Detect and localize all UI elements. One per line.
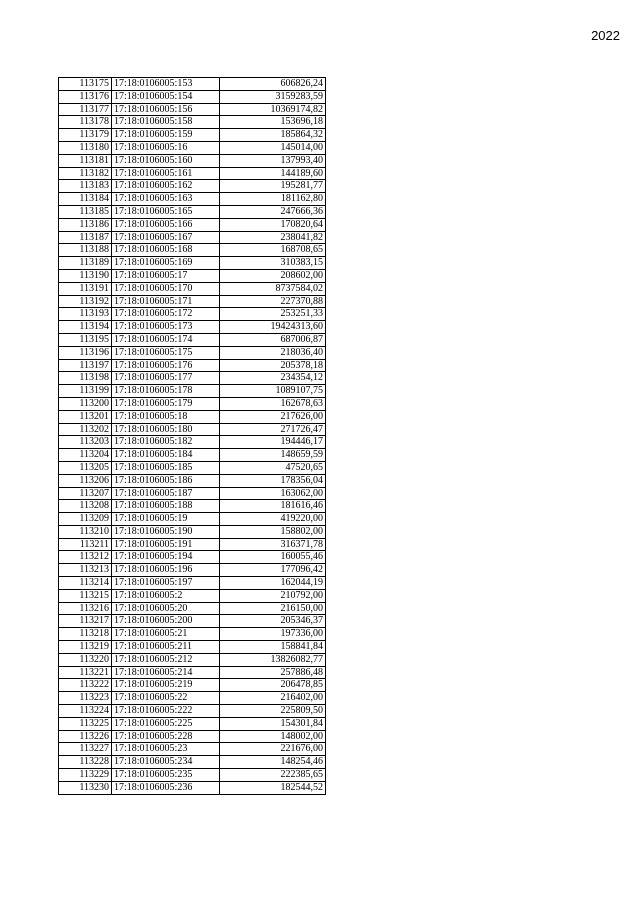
table-row — [59, 538, 326, 551]
table-row — [59, 180, 326, 193]
cadastral-number-cell: 17:18:0106005:191 — [112, 538, 220, 551]
cadastral-value-cell: 310383,15 — [220, 257, 326, 270]
row-number-cell: 113197 — [59, 359, 112, 372]
table-row — [59, 653, 326, 666]
row-number-cell: 113191 — [59, 282, 112, 295]
cadastral-value-cell: 216150,00 — [220, 602, 326, 615]
cadastral-value-cell: 197336,00 — [220, 628, 326, 641]
row-number-cell: 113209 — [59, 513, 112, 526]
row-number-cell: 113182 — [59, 167, 112, 180]
cadastral-value-cell: 687006,87 — [220, 333, 326, 346]
cadastral-number-cell: 17:18:0106005:158 — [112, 116, 220, 129]
cadastral-value-cell: 216402,00 — [220, 692, 326, 705]
row-number-cell: 113183 — [59, 180, 112, 193]
table-row — [59, 449, 326, 462]
cadastral-value-cell: 234354,12 — [220, 372, 326, 385]
cadastral-number-cell: 17:18:0106005:222 — [112, 705, 220, 718]
cadastral-number-cell: 17:18:0106005:170 — [112, 282, 220, 295]
row-number-cell: 113217 — [59, 615, 112, 628]
cadastral-value-cell: 208602,00 — [220, 269, 326, 282]
table-row — [59, 321, 326, 334]
row-number-cell: 113230 — [59, 781, 112, 794]
cadastral-number-cell: 17:18:0106005:2 — [112, 589, 220, 602]
cadastral-value-cell: 222385,65 — [220, 769, 326, 782]
cadastral-number-cell: 17:18:0106005:21 — [112, 628, 220, 641]
cadastral-value-cell: 170820,64 — [220, 218, 326, 231]
cadastral-number-cell: 17:18:0106005:185 — [112, 461, 220, 474]
cadastral-value-cell: 137993,40 — [220, 154, 326, 167]
cadastral-number-cell: 17:18:0106005:165 — [112, 205, 220, 218]
cadastral-value-cell: 257886,48 — [220, 666, 326, 679]
table-row — [59, 756, 326, 769]
row-number-cell: 113180 — [59, 141, 112, 154]
table-row — [59, 116, 326, 129]
row-number-cell: 113195 — [59, 333, 112, 346]
row-number-cell: 113186 — [59, 218, 112, 231]
table-row — [59, 90, 326, 103]
cadastral-number-cell: 17:18:0106005:154 — [112, 90, 220, 103]
table-row — [59, 705, 326, 718]
cadastral-number-cell: 17:18:0106005:182 — [112, 436, 220, 449]
cadastral-value-table — [58, 77, 326, 795]
cadastral-number-cell: 17:18:0106005:159 — [112, 129, 220, 142]
cadastral-value-cell: 195281,77 — [220, 180, 326, 193]
table-row — [59, 193, 326, 206]
cadastral-value-cell: 162678,63 — [220, 397, 326, 410]
cadastral-number-cell: 17:18:0106005:179 — [112, 397, 220, 410]
cadastral-number-cell: 17:18:0106005:225 — [112, 717, 220, 730]
row-number-cell: 113220 — [59, 653, 112, 666]
cadastral-number-cell: 17:18:0106005:16 — [112, 141, 220, 154]
cadastral-value-cell: 144189,60 — [220, 167, 326, 180]
row-number-cell: 113189 — [59, 257, 112, 270]
row-number-cell: 113190 — [59, 269, 112, 282]
row-number-cell: 113201 — [59, 410, 112, 423]
row-number-cell: 113216 — [59, 602, 112, 615]
cadastral-number-cell: 17:18:0106005:197 — [112, 577, 220, 590]
cadastral-number-cell: 17:18:0106005:214 — [112, 666, 220, 679]
row-number-cell: 113206 — [59, 474, 112, 487]
cadastral-value-cell: 182544,52 — [220, 781, 326, 794]
table-row — [59, 346, 326, 359]
cadastral-number-cell: 17:18:0106005:175 — [112, 346, 220, 359]
cadastral-number-cell: 17:18:0106005:211 — [112, 641, 220, 654]
row-number-cell: 113211 — [59, 538, 112, 551]
cadastral-value-cell: 1089107,75 — [220, 385, 326, 398]
cadastral-value-cell: 13826082,77 — [220, 653, 326, 666]
table-row — [59, 769, 326, 782]
cadastral-value-cell: 163062,00 — [220, 487, 326, 500]
cadastral-value-cell: 218036,40 — [220, 346, 326, 359]
cadastral-value-cell: 205346,37 — [220, 615, 326, 628]
cadastral-value-cell: 148659,59 — [220, 449, 326, 462]
table-row — [59, 743, 326, 756]
table-row — [59, 461, 326, 474]
table-row — [59, 436, 326, 449]
cadastral-value-cell: 47520,65 — [220, 461, 326, 474]
cadastral-value-cell: 316371,78 — [220, 538, 326, 551]
cadastral-number-cell: 17:18:0106005:200 — [112, 615, 220, 628]
row-number-cell: 113184 — [59, 193, 112, 206]
row-number-cell: 113210 — [59, 525, 112, 538]
cadastral-value-cell: 8737584,02 — [220, 282, 326, 295]
cadastral-value-cell: 3159283,59 — [220, 90, 326, 103]
table-row — [59, 308, 326, 321]
cadastral-number-cell: 17:18:0106005:22 — [112, 692, 220, 705]
cadastral-number-cell: 17:18:0106005:176 — [112, 359, 220, 372]
cadastral-number-cell: 17:18:0106005:166 — [112, 218, 220, 231]
cadastral-value-cell: 168708,65 — [220, 244, 326, 257]
cadastral-number-cell: 17:18:0106005:160 — [112, 154, 220, 167]
cadastral-number-cell: 17:18:0106005:234 — [112, 756, 220, 769]
table-row — [59, 385, 326, 398]
table-row — [59, 589, 326, 602]
row-number-cell: 113213 — [59, 564, 112, 577]
cadastral-value-cell: 148002,00 — [220, 730, 326, 743]
cadastral-value-cell: 181162,80 — [220, 193, 326, 206]
table-row — [59, 295, 326, 308]
table-row — [59, 282, 326, 295]
row-number-cell: 113194 — [59, 321, 112, 334]
cadastral-number-cell: 17:18:0106005:19 — [112, 513, 220, 526]
row-number-cell: 113198 — [59, 372, 112, 385]
row-number-cell: 113175 — [59, 78, 112, 91]
table-row — [59, 359, 326, 372]
cadastral-number-cell: 17:18:0106005:190 — [112, 525, 220, 538]
cadastral-number-cell: 17:18:0106005:161 — [112, 167, 220, 180]
row-number-cell: 113225 — [59, 717, 112, 730]
row-number-cell: 113200 — [59, 397, 112, 410]
cadastral-value-cell: 247666,36 — [220, 205, 326, 218]
row-number-cell: 113204 — [59, 449, 112, 462]
row-number-cell: 113196 — [59, 346, 112, 359]
cadastral-value-cell: 10369174,82 — [220, 103, 326, 116]
row-number-cell: 113177 — [59, 103, 112, 116]
cadastral-value-cell: 217626,00 — [220, 410, 326, 423]
cadastral-number-cell: 17:18:0106005:196 — [112, 564, 220, 577]
row-number-cell: 113228 — [59, 756, 112, 769]
cadastral-value-cell: 419220,00 — [220, 513, 326, 526]
table-row — [59, 141, 326, 154]
cadastral-number-cell: 17:18:0106005:163 — [112, 193, 220, 206]
cadastral-value-cell: 177096,42 — [220, 564, 326, 577]
cadastral-value-cell: 178356,04 — [220, 474, 326, 487]
table-row — [59, 423, 326, 436]
table-row — [59, 231, 326, 244]
page-year: 2022 — [591, 28, 620, 43]
row-number-cell: 113223 — [59, 692, 112, 705]
row-number-cell: 113192 — [59, 295, 112, 308]
table-body — [59, 78, 326, 795]
cadastral-number-cell: 17:18:0106005:173 — [112, 321, 220, 334]
row-number-cell: 113207 — [59, 487, 112, 500]
cadastral-number-cell: 17:18:0106005:194 — [112, 551, 220, 564]
row-number-cell: 113221 — [59, 666, 112, 679]
table-row — [59, 78, 326, 91]
cadastral-value-cell: 158841,84 — [220, 641, 326, 654]
cadastral-value-cell: 153696,18 — [220, 116, 326, 129]
cadastral-number-cell: 17:18:0106005:18 — [112, 410, 220, 423]
table-row — [59, 577, 326, 590]
cadastral-value-cell: 221676,00 — [220, 743, 326, 756]
row-number-cell: 113227 — [59, 743, 112, 756]
row-number-cell: 113205 — [59, 461, 112, 474]
cadastral-number-cell: 17:18:0106005:172 — [112, 308, 220, 321]
cadastral-value-cell: 160055,46 — [220, 551, 326, 564]
row-number-cell: 113218 — [59, 628, 112, 641]
table-row — [59, 474, 326, 487]
cadastral-number-cell: 17:18:0106005:167 — [112, 231, 220, 244]
cadastral-number-cell: 17:18:0106005:168 — [112, 244, 220, 257]
row-number-cell: 113226 — [59, 730, 112, 743]
cadastral-number-cell: 17:18:0106005:23 — [112, 743, 220, 756]
cadastral-number-cell: 17:18:0106005:236 — [112, 781, 220, 794]
row-number-cell: 113193 — [59, 308, 112, 321]
cadastral-value-cell: 206478,85 — [220, 679, 326, 692]
cadastral-value-cell: 210792,00 — [220, 589, 326, 602]
cadastral-value-cell: 606826,24 — [220, 78, 326, 91]
cadastral-value-cell: 181616,46 — [220, 500, 326, 513]
cadastral-number-cell: 17:18:0106005:20 — [112, 602, 220, 615]
table-row — [59, 551, 326, 564]
row-number-cell: 113188 — [59, 244, 112, 257]
cadastral-value-cell: 225809,50 — [220, 705, 326, 718]
table-row — [59, 410, 326, 423]
cadastral-value-cell: 158802,00 — [220, 525, 326, 538]
table-row — [59, 154, 326, 167]
cadastral-number-cell: 17:18:0106005:228 — [112, 730, 220, 743]
cadastral-number-cell: 17:18:0106005:212 — [112, 653, 220, 666]
row-number-cell: 113229 — [59, 769, 112, 782]
cadastral-number-cell: 17:18:0106005:187 — [112, 487, 220, 500]
cadastral-number-cell: 17:18:0106005:235 — [112, 769, 220, 782]
cadastral-value-cell: 227370,88 — [220, 295, 326, 308]
cadastral-number-cell: 17:18:0106005:188 — [112, 500, 220, 513]
cadastral-value-cell: 194446,17 — [220, 436, 326, 449]
table-row — [59, 641, 326, 654]
table-row — [59, 666, 326, 679]
row-number-cell: 113181 — [59, 154, 112, 167]
row-number-cell: 113203 — [59, 436, 112, 449]
cadastral-number-cell: 17:18:0106005:17 — [112, 269, 220, 282]
cadastral-number-cell: 17:18:0106005:177 — [112, 372, 220, 385]
cadastral-number-cell: 17:18:0106005:156 — [112, 103, 220, 116]
table-row — [59, 628, 326, 641]
cadastral-number-cell: 17:18:0106005:171 — [112, 295, 220, 308]
table-row — [59, 269, 326, 282]
row-number-cell: 113199 — [59, 385, 112, 398]
cadastral-value-cell: 162044,19 — [220, 577, 326, 590]
table-row — [59, 244, 326, 257]
row-number-cell: 113214 — [59, 577, 112, 590]
cadastral-value-cell: 205378,18 — [220, 359, 326, 372]
cadastral-number-cell: 17:18:0106005:153 — [112, 78, 220, 91]
row-number-cell: 113187 — [59, 231, 112, 244]
row-number-cell: 113178 — [59, 116, 112, 129]
table-row — [59, 500, 326, 513]
cadastral-value-cell: 148254,46 — [220, 756, 326, 769]
table-row — [59, 129, 326, 142]
table-row — [59, 333, 326, 346]
cadastral-number-cell: 17:18:0106005:184 — [112, 449, 220, 462]
row-number-cell: 113224 — [59, 705, 112, 718]
table-row — [59, 602, 326, 615]
cadastral-value-cell: 271726,47 — [220, 423, 326, 436]
table-row — [59, 615, 326, 628]
table-row — [59, 167, 326, 180]
row-number-cell: 113176 — [59, 90, 112, 103]
table-row — [59, 218, 326, 231]
table-row — [59, 205, 326, 218]
cadastral-number-cell: 17:18:0106005:169 — [112, 257, 220, 270]
table-row — [59, 487, 326, 500]
cadastral-value-cell: 185864,32 — [220, 129, 326, 142]
row-number-cell: 113215 — [59, 589, 112, 602]
table-row — [59, 781, 326, 794]
cadastral-number-cell: 17:18:0106005:219 — [112, 679, 220, 692]
table-row — [59, 372, 326, 385]
cadastral-number-cell: 17:18:0106005:178 — [112, 385, 220, 398]
table-row — [59, 103, 326, 116]
row-number-cell: 113202 — [59, 423, 112, 436]
row-number-cell: 113208 — [59, 500, 112, 513]
cadastral-number-cell: 17:18:0106005:180 — [112, 423, 220, 436]
cadastral-value-cell: 145014,00 — [220, 141, 326, 154]
row-number-cell: 113222 — [59, 679, 112, 692]
table-row — [59, 679, 326, 692]
cadastral-number-cell: 17:18:0106005:174 — [112, 333, 220, 346]
table-row — [59, 513, 326, 526]
table-row — [59, 525, 326, 538]
table-row — [59, 397, 326, 410]
cadastral-value-cell: 154301,84 — [220, 717, 326, 730]
row-number-cell: 113185 — [59, 205, 112, 218]
table-row — [59, 692, 326, 705]
cadastral-number-cell: 17:18:0106005:186 — [112, 474, 220, 487]
row-number-cell: 113212 — [59, 551, 112, 564]
row-number-cell: 113179 — [59, 129, 112, 142]
cadastral-value-cell: 19424313,60 — [220, 321, 326, 334]
cadastral-value-cell: 238041,82 — [220, 231, 326, 244]
table-row — [59, 730, 326, 743]
table-row — [59, 564, 326, 577]
table-row — [59, 717, 326, 730]
row-number-cell: 113219 — [59, 641, 112, 654]
cadastral-value-cell: 253251,33 — [220, 308, 326, 321]
table-row — [59, 257, 326, 270]
cadastral-number-cell: 17:18:0106005:162 — [112, 180, 220, 193]
